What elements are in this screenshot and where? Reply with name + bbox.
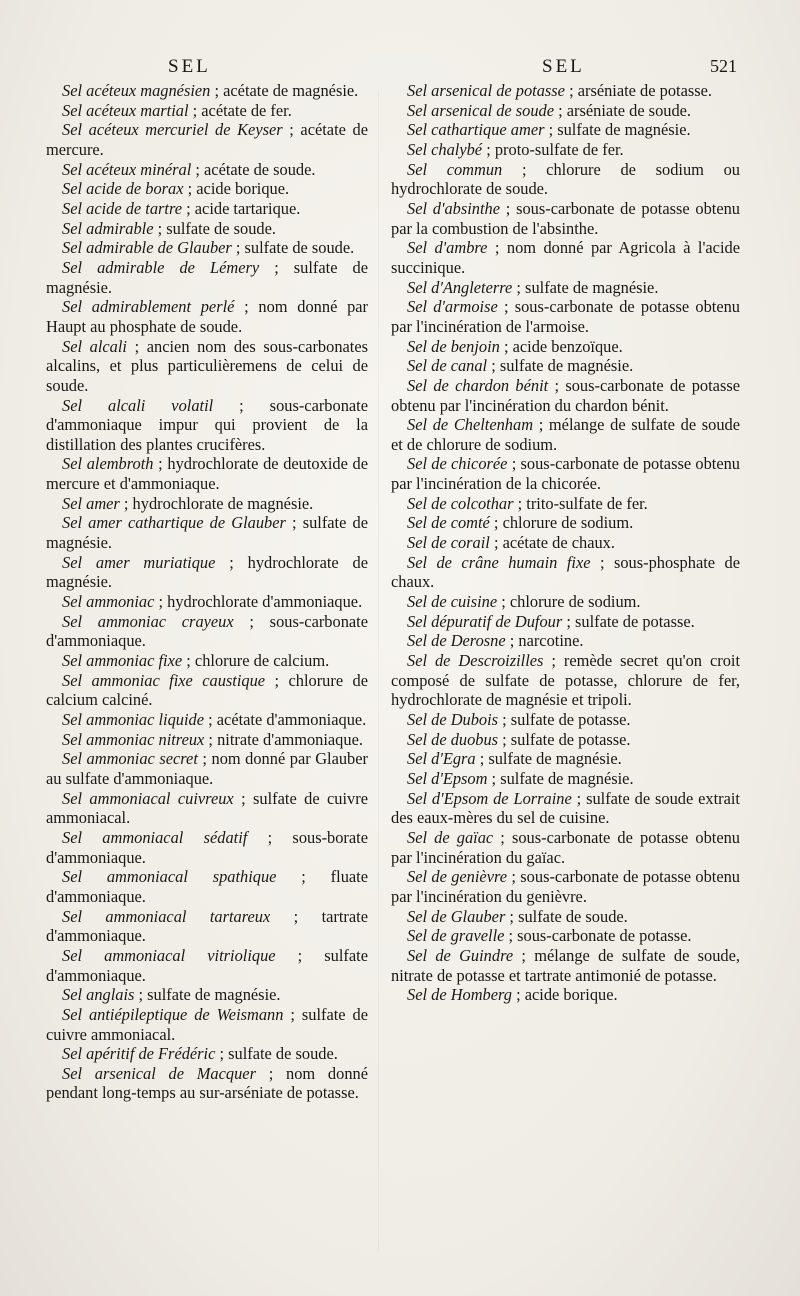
dictionary-entry [46, 710, 368, 730]
dictionary-entry [391, 828, 740, 867]
entry-term: Sel acéteux martial [62, 100, 189, 120]
entry-definition: ; acétate de chaux. [489, 533, 615, 553]
dictionary-entry [391, 985, 740, 1005]
entry-term: Sel admirablement perlé [62, 297, 235, 317]
dictionary-entry [391, 415, 740, 454]
dictionary-entry [391, 730, 740, 750]
entry-definition: ; arséniate de soude. [554, 100, 692, 120]
dictionary-entry [391, 533, 740, 553]
dictionary-entry [46, 592, 368, 612]
entry-term: Sel de duobus [407, 729, 499, 749]
dictionary-entry [46, 199, 368, 219]
dictionary-entry [391, 926, 740, 946]
column-gutter [378, 90, 379, 1250]
dictionary-entry [46, 946, 368, 985]
entry-definition: ; sous-phosphate de chaux. [391, 552, 740, 592]
entry-term: Sel admirable [62, 218, 154, 238]
entry-definition: ; acétate de soude. [191, 159, 316, 179]
dictionary-entry [46, 612, 368, 651]
dictionary-entry [391, 592, 740, 612]
entry-definition: ; sulfate de magnésie. [134, 985, 281, 1005]
entry-term: Sel de Glauber [407, 906, 506, 926]
entry-definition: ; sulfate de cuivre ammoniacal. [46, 1004, 368, 1044]
dictionary-entry [46, 789, 368, 828]
entry-definition: ; sous-borate d'ammoniaque. [46, 827, 368, 867]
dictionary-entry [391, 769, 740, 789]
entry-term: Sel cathartique amer [407, 120, 545, 140]
entry-term: Sel arsenical de soude [407, 100, 555, 120]
entry-definition: ; nom donné pendant long-temps au sur-arséniate de potasse. [46, 1063, 368, 1103]
dictionary-entry [46, 828, 368, 867]
dictionary-entry [46, 494, 368, 514]
dictionary-entry [391, 199, 740, 238]
entry-term: Sel amer cathartique de Glauber [62, 513, 286, 533]
entry-definition: ; acide benzoïque. [499, 336, 623, 356]
dictionary-entry [46, 160, 368, 180]
entry-term: Sel acéteux minéral [62, 159, 192, 179]
entry-definition: ; sous-carbonate de potasse obtenu par l'incinération du chardon bénit. [391, 375, 740, 415]
dictionary-entry [46, 337, 368, 396]
dictionary-entry [391, 513, 740, 533]
entry-definition: ; sulfate de magnésie. [487, 356, 634, 376]
entry-definition: ; narcotine. [505, 631, 584, 651]
entry-definition: ; sous-carbonate d'ammoniaque impur qui provient de la distillation des plantes crucifères. [46, 395, 368, 454]
entry-term: Sel antiépileptique de Weismann [62, 1004, 284, 1024]
dictionary-entry [46, 553, 368, 592]
entry-definition: ; tartrate d'ammoniaque. [46, 906, 368, 946]
entry-term: Sel ammoniacal cuivreux [62, 788, 234, 808]
dictionary-entry [391, 946, 740, 985]
entry-definition: ; hydrochlorate de deutoxide de mercure et d'ammoniaque. [46, 454, 368, 494]
dictionary-entry [46, 671, 368, 710]
entry-term: Sel de comté [407, 513, 490, 533]
entry-definition: ; sulfate de cuivre ammoniacal. [46, 788, 368, 828]
dictionary-entry [46, 179, 368, 199]
dictionary-entry [391, 337, 740, 357]
entry-term: Sel d'absinthe [407, 198, 501, 218]
entry-term: Sel ammoniac fixe caustique [62, 670, 266, 690]
entry-definition: ; sous-carbonate de potasse obtenu par la combustion de l'absinthe. [391, 198, 740, 238]
dictionary-entry [391, 356, 740, 376]
entry-term: Sel dépuratif de Dufour [407, 611, 563, 631]
entry-term: Sel commun [407, 159, 503, 179]
entry-definition: ; sous-carbonate de potasse obtenu par l'incinération du genièvre. [391, 867, 740, 906]
right-running-head: SEL [542, 56, 585, 77]
running-header [0, 56, 800, 80]
entry-term: Sel d'Epsom de Lorraine [407, 788, 572, 808]
entry-term: Sel d'Egra [407, 749, 476, 769]
entry-definition: ; sulfate de magnésie. [487, 768, 634, 788]
entry-term: Sel de Homberg [407, 985, 512, 1005]
entry-term: Sel de chardon bénit [407, 375, 549, 395]
dictionary-entry [391, 238, 740, 277]
entry-definition: ; sulfate de potasse. [498, 729, 631, 749]
dictionary-entry [391, 710, 740, 730]
dictionary-entry [391, 867, 740, 906]
dictionary-entry [46, 1005, 368, 1044]
dictionary-entry [46, 513, 368, 552]
dictionary-entry [46, 730, 368, 750]
entry-definition: ; acide tartarique. [182, 198, 301, 218]
entry-definition: ; nom donné par Haupt au phosphate de soude. [46, 297, 368, 336]
entry-term: Sel de gaïac [407, 827, 494, 847]
entry-definition: ; hydrochlorate de magnésie. [119, 493, 314, 513]
entry-term: Sel de corail [407, 533, 490, 553]
entry-term: Sel acide de tartre [62, 198, 183, 218]
entry-term: Sel de Cheltenham [407, 415, 534, 435]
entry-definition: ; sulfate d'ammoniaque. [46, 945, 368, 985]
entry-term: Sel d'Epsom [407, 768, 488, 788]
dictionary-entry [391, 297, 740, 336]
dictionary-entry [391, 376, 740, 415]
dictionary-entry [391, 81, 740, 101]
dictionary-entry [391, 454, 740, 493]
entry-definition: ; acide borique. [512, 985, 618, 1005]
entry-definition: ; sulfate de magnésie. [46, 513, 368, 553]
page-number: 521 [710, 56, 737, 76]
entry-term: Sel ammoniacal sédatif [62, 827, 248, 847]
entry-term: Sel alcali volatil [62, 395, 214, 415]
entry-definition: ; sulfate de soude. [505, 906, 628, 926]
dictionary-entry [46, 120, 368, 159]
entry-definition: ; mélange de sulfate de soude et de chlorure de sodium. [391, 415, 740, 454]
entry-definition: ; nitrate d'ammoniaque. [204, 729, 363, 749]
entry-term: Sel ammoniacal spathique [62, 867, 277, 887]
dictionary-entry [391, 612, 740, 632]
entry-term: Sel d'ambre [407, 238, 488, 258]
entry-term: Sel de Dubois [407, 710, 499, 729]
entry-term: Sel alcali [62, 336, 127, 356]
dictionary-entry [391, 749, 740, 769]
entry-definition: ; sulfate de magnésie. [512, 277, 659, 297]
entry-definition: ; sulfate de potasse. [498, 710, 631, 729]
entry-definition: ; chlorure de calcium. [182, 651, 330, 671]
entry-term: Sel apéritif de Frédéric [62, 1044, 216, 1064]
dictionary-entry [391, 907, 740, 927]
dictionary-entry [46, 454, 368, 493]
entry-definition: ; arséniate de potasse. [564, 81, 712, 100]
entry-definition: ; acétate de mercure. [46, 120, 368, 159]
entry-definition: ; trito-sulfate de fer. [513, 493, 648, 513]
entry-definition: ; sous-carbonate de potasse obtenu par l'incinération de la chicorée. [391, 454, 740, 494]
dictionary-entry [391, 631, 740, 651]
entry-definition: ; chlorure de sodium. [489, 513, 634, 533]
entry-definition: ; sulfate de magnésie. [475, 749, 622, 769]
entry-definition: ; sulfate de magnésie. [544, 120, 691, 140]
entry-term: Sel admirable de Lémery [62, 257, 260, 277]
dictionary-entry [391, 651, 740, 710]
entry-definition: ; sous-carbonate d'ammoniaque. [46, 611, 368, 651]
entry-term: Sel acéteux magnésien [62, 81, 211, 100]
dictionary-entry [391, 553, 740, 592]
dictionary-entry [391, 120, 740, 140]
entry-definition: ; sulfate de soude extrait des eaux-mères du sel de cuisine. [391, 788, 740, 828]
dictionary-entry [391, 278, 740, 298]
entry-term: Sel admirable de Glauber [62, 238, 232, 258]
entry-term: Sel arsenical de potasse [407, 81, 565, 100]
entry-term: Sel de cuisine [407, 592, 498, 612]
dictionary-entry [391, 140, 740, 160]
dictionary-entry [46, 238, 368, 258]
entry-term: Sel ammoniac crayeux [62, 611, 234, 631]
entry-definition: ; sous-carbonate de potasse obtenu par l'incinération du gaïac. [391, 827, 740, 867]
entry-term: Sel ammoniac fixe [62, 651, 183, 671]
entry-term: Sel ammoniacal vitriolique [62, 945, 276, 965]
dictionary-entry [46, 396, 368, 455]
entry-definition: ; ancien nom des sous-carbonates alcalins, et plus particulièremens de celui de soude. [46, 336, 369, 395]
entry-definition: ; acétate de fer. [188, 100, 292, 120]
entry-term: Sel de colcothar [407, 493, 514, 513]
dictionary-entry [46, 81, 368, 101]
entry-term: Sel de Guindre [407, 945, 514, 965]
dictionary-entry [391, 160, 740, 199]
dictionary-entry [391, 789, 740, 828]
entry-definition: ; sulfate de potasse. [562, 611, 695, 631]
dictionary-entry [391, 101, 740, 121]
entry-term: Sel de Derosne [407, 631, 506, 651]
entry-term: Sel ammoniacal tartareux [62, 906, 271, 926]
entry-definition: ; sous-carbonate de potasse obtenu par l'incinération de l'armoise. [391, 297, 740, 336]
entry-term: Sel ammoniac [62, 592, 155, 612]
entry-definition: ; chlorure de calcium calciné. [46, 670, 368, 710]
dictionary-entry [46, 101, 368, 121]
dictionary-entry [391, 494, 740, 514]
entry-term: Sel alembroth [62, 454, 154, 474]
entry-term: Sel acéteux mercuriel de Keyser [62, 120, 283, 140]
entry-term: Sel arsenical de Macquer [62, 1063, 256, 1083]
dictionary-entry [46, 867, 368, 906]
entry-term: Sel de canal [407, 356, 488, 376]
dictionary-entry [46, 907, 368, 946]
entry-definition: ; acétate de magnésie. [210, 81, 359, 100]
dictionary-entry [46, 258, 368, 297]
entry-definition: ; sous-carbonate de potasse. [504, 926, 692, 946]
entry-term: Sel d'armoise [407, 297, 498, 317]
entry-term: Sel ammoniac nitreux [62, 729, 205, 749]
entry-term: Sel d'Angleterre [407, 277, 513, 297]
entry-term: Sel chalybé [407, 139, 483, 159]
entry-definition: ; nom donné par Glauber au sulfate d'ammoniaque. [46, 749, 368, 788]
dictionary-entry [46, 1044, 368, 1064]
left-running-head: SEL [168, 56, 211, 77]
entry-definition: ; mélange de sulfate de soude, nitrate de potasse et tartrate antimonié de potasse. [391, 945, 740, 985]
left-column [46, 81, 368, 1261]
entry-term: Sel ammoniac secret [62, 749, 198, 769]
entry-term: Sel de gravelle [407, 926, 505, 946]
entry-definition: ; sulfate de soude. [153, 218, 276, 238]
entry-term: Sel ammoniac liquide [62, 710, 205, 729]
entry-term: Sel amer [62, 493, 120, 513]
entry-definition: ; hydrochlorate de magnésie. [46, 552, 369, 592]
entry-term: Sel de benjoin [407, 336, 500, 356]
entry-definition: ; sulfate de soude. [215, 1044, 338, 1064]
entry-definition: ; sulfate de soude. [231, 238, 355, 258]
entry-definition: ; sulfate de magnésie. [46, 257, 368, 297]
entry-definition: ; chlorure de sodium. [497, 592, 641, 612]
entry-term: Sel acide de borax [62, 179, 184, 199]
entry-term: Sel de genièvre [407, 867, 508, 887]
entry-term: Sel de chicorée [407, 454, 508, 474]
entry-term: Sel de crâne humain fixe [407, 552, 591, 572]
dictionary-entry [46, 985, 368, 1005]
entry-definition: ; nom donné par Agricola à l'acide succinique. [391, 238, 740, 277]
entry-definition: ; proto-sulfate de fer. [482, 139, 624, 159]
entry-definition: ; hydrochlorate d'ammoniaque. [154, 592, 363, 612]
dictionary-entry [46, 1064, 368, 1103]
entry-term: Sel de Descroizilles [407, 651, 544, 671]
entry-definition: ; acide borique. [183, 179, 290, 199]
entry-definition: ; remède secret qu'on croit composé de sulfate de potasse, chlorure de fer, hydrochlorate de magnésie et tripoli. [391, 651, 740, 710]
entry-definition: ; fluate d'ammoniaque. [46, 867, 368, 906]
entry-definition: ; chlorure de sodium ou hydrochlorate de soude. [391, 159, 740, 199]
dictionary-entry [46, 651, 368, 671]
entry-term: Sel amer muriatique [62, 552, 216, 572]
dictionary-entry [46, 219, 368, 239]
dictionary-entry [46, 749, 368, 788]
entry-definition: ; acétate d'ammoniaque. [204, 710, 367, 729]
dictionary-entry [46, 297, 368, 336]
right-column [391, 81, 740, 1261]
entry-term: Sel anglais [62, 985, 135, 1005]
